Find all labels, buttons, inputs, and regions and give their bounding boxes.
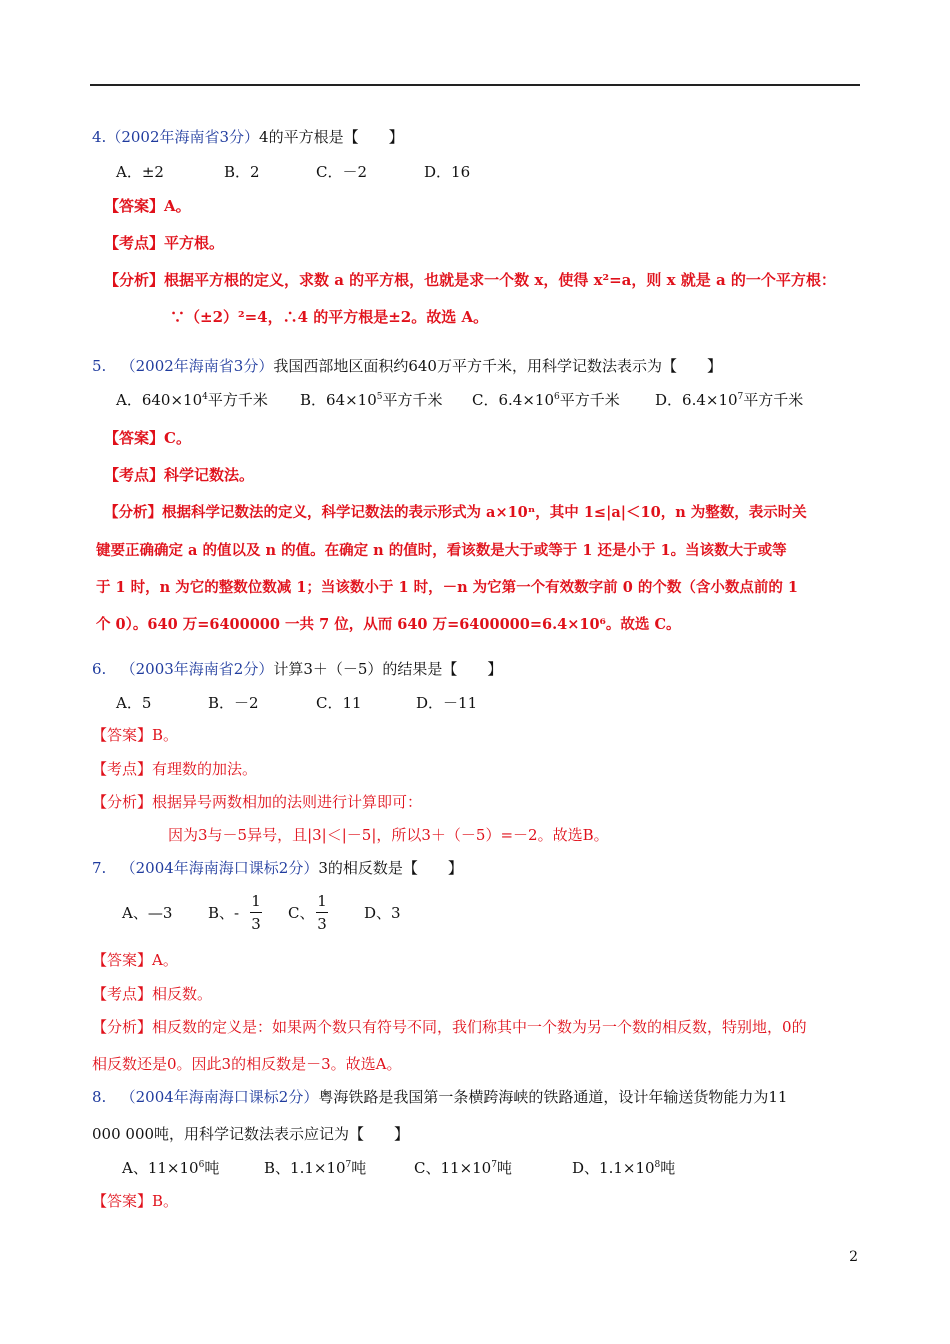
q7-option-c-label: C、 — [288, 904, 315, 922]
q6-option-a: A．5 — [116, 694, 152, 712]
q7-option-b-label: B、- — [208, 904, 240, 922]
q7-analysis-tag: 【分析】 — [92, 1018, 153, 1036]
q6-analysis-line-1: 根据异号两数相加的法则进行计算即可： — [152, 793, 423, 811]
q5-analysis — [104, 503, 807, 523]
q7-topic-tag: 【考点】 — [92, 985, 153, 1003]
q5-analysis-line-2: 键要正确确定 a 的值以及 n 的值。在确定 n 的值时，看该数是大于或等于 1 还是小于 1。当该数大于或等 — [96, 542, 787, 559]
q4-option-b: B．2 — [224, 163, 260, 181]
q7-topic — [92, 984, 212, 1004]
q4-option-c: C．－2 — [316, 163, 368, 181]
q5-topic-tag: 【考点】 — [104, 466, 165, 484]
q8-stem-line-2: 000 000吨，用科学记数法表示应记为【 】 — [92, 1125, 410, 1143]
q6-heading — [92, 659, 502, 679]
q8-heading — [92, 1087, 787, 1107]
q7-analysis — [92, 1017, 807, 1037]
q6-answer-value: B。 — [152, 726, 179, 744]
q7-analysis-line-2: 相反数还是0。因此3的相反数是－3。故选A。 — [92, 1055, 402, 1073]
q7-option-c-fraction — [316, 892, 328, 933]
q6-number: 6. — [92, 660, 107, 678]
q8-option-a: A、$11\times 10^6$吨 — [122, 1159, 220, 1177]
q5-stem: 我国西部地区面积约640万平方千米，用科学记数法表示为【 】 — [273, 357, 722, 375]
q4-analysis — [104, 270, 836, 290]
q7-option-b-fraction — [250, 892, 262, 933]
q6-source: （2003年海南省2分） — [120, 660, 274, 678]
q8-option-c: C、$11\times 10^7$吨 — [414, 1159, 512, 1177]
q7-number: 7. — [92, 859, 107, 877]
q4-topic — [104, 233, 224, 253]
header-rule — [90, 84, 860, 86]
fraction-denominator: 3 — [317, 915, 327, 933]
q8-answer-value: B。 — [152, 1192, 179, 1210]
fraction-bar — [316, 912, 328, 913]
page-number: 2 — [849, 1249, 858, 1265]
q5-analysis-tag: 【分析】 — [104, 504, 162, 521]
q6-option-b: B．－2 — [208, 694, 259, 712]
q8-answer-tag: 【答案】 — [92, 1192, 153, 1210]
q7-source: （2004年海南海口课标2分） — [120, 859, 319, 877]
q6-answer-tag: 【答案】 — [92, 726, 153, 744]
q5-option-a: A．$640\times 10^4$平方千米 — [116, 391, 268, 409]
q5-answer-value: C。 — [164, 429, 191, 447]
q4-answer-tag: 【答案】 — [104, 197, 165, 215]
fraction-bar — [250, 912, 262, 913]
q7-option-d: D、3 — [364, 904, 401, 922]
q7-stem: 3的相反数是【 】 — [318, 859, 463, 877]
q4-analysis-tag: 【分析】 — [104, 271, 165, 289]
q8-stem-line-1: 粤海铁路是我国第一条横跨海峡的铁路通道，设计年输送货物能力为11 — [318, 1088, 788, 1106]
q7-option-a: A、—3 — [122, 904, 173, 922]
fraction-numerator: 1 — [317, 892, 327, 910]
q7-analysis-line-1: 相反数的定义是：如果两个数只有符号不同，我们称其中一个数为另一个数的相反数，特别地，0的 — [152, 1018, 807, 1036]
q7-heading — [92, 858, 463, 878]
q4-answer — [104, 196, 191, 216]
q5-answer-tag: 【答案】 — [104, 429, 165, 447]
q5-analysis-line-3: 于 1 时，n 为它的整数位数减 1；当该数小于 1 时，－n 为它第一个有效数字前 0 的个数（含小数点前的 1 — [96, 579, 799, 596]
q7-answer-tag: 【答案】 — [92, 951, 153, 969]
q5-option-c: C．$6.4\times 10^6$平方千米 — [472, 391, 620, 409]
q5-analysis-line-1: 根据科学记数法的定义，科学记数法的表示形式为 a×10ⁿ，其中 1≤|a|＜10，n 为整数，表示时关 — [162, 504, 807, 521]
q4-number: 4. — [92, 128, 107, 146]
q6-topic-value: 有理数的加法。 — [152, 760, 258, 778]
q5-heading — [92, 356, 722, 376]
q6-analysis — [92, 792, 422, 812]
q7-answer-value: A。 — [152, 951, 178, 969]
q6-answer — [92, 725, 178, 745]
q6-option-d: D．－11 — [416, 694, 478, 712]
q7-topic-value: 相反数。 — [152, 985, 213, 1003]
q6-stem: 计算3＋（－5）的结果是【 】 — [273, 660, 503, 678]
fraction-denominator: 3 — [251, 915, 261, 933]
q6-topic — [92, 759, 257, 779]
q4-topic-tag: 【考点】 — [104, 234, 165, 252]
q4-option-d: D．16 — [424, 163, 471, 181]
q5-number: 5. — [92, 357, 107, 375]
q4-topic-value: 平方根。 — [164, 234, 225, 252]
q5-source: （2002年海南省3分） — [120, 357, 274, 375]
q4-answer-value: A。 — [164, 197, 191, 215]
q6-topic-tag: 【考点】 — [92, 760, 153, 778]
q4-stem: 4的平方根是【 】 — [259, 128, 404, 146]
q4-heading — [92, 127, 404, 147]
q5-topic — [104, 465, 254, 485]
q4-option-a: A．±2 — [116, 163, 164, 181]
q5-option-d: D．$6.4\times 10^7$平方千米 — [655, 391, 804, 409]
q8-number: 8. — [92, 1088, 107, 1106]
q5-analysis-line-4: 个 0）。640 万=6400000 一共 7 位，从而 640 万=6400000=6.4×10⁶。故选 C。 — [96, 616, 681, 633]
q8-option-d: D、$1.1\times 10^8$吨 — [572, 1159, 676, 1177]
q4-analysis-line-1: 根据平方根的定义，求数 a 的平方根，也就是求一个数 x，使得 x²=a，则 x 就是 a 的一个平方根： — [164, 271, 836, 289]
q5-topic-value: 科学记数法。 — [164, 466, 255, 484]
q8-source: （2004年海南海口课标2分） — [120, 1088, 319, 1106]
q7-answer — [92, 950, 178, 970]
q5-option-b: B．$64\times 10^5$平方千米 — [300, 391, 443, 409]
q6-analysis-tag: 【分析】 — [92, 793, 153, 811]
q5-answer — [104, 428, 191, 448]
q4-analysis-line-2: ∵（±2）²=4，∴4 的平方根是±2。故选 A。 — [170, 308, 489, 326]
fraction-numerator: 1 — [251, 892, 261, 910]
q6-analysis-line-2: 因为3与－5异号，且|3|＜|－5|，所以3＋（－5）=－2。故选B。 — [168, 826, 609, 844]
q4-source: （2002年海南省3分） — [106, 128, 260, 146]
q6-option-c: C．11 — [316, 694, 362, 712]
q8-option-b: B、$1.1\times 10^7$吨 — [264, 1159, 367, 1177]
q8-answer — [92, 1191, 178, 1211]
